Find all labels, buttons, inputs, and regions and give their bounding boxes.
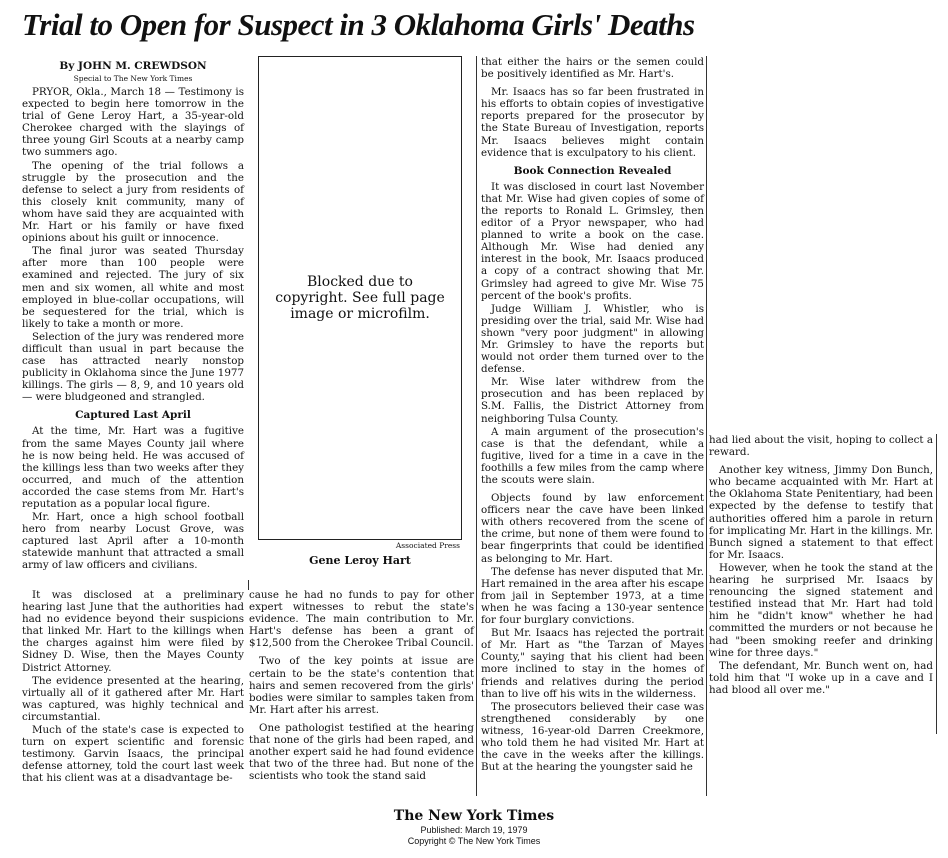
column-rule — [706, 56, 707, 796]
paragraph: The defense has never disputed that Mr. Hart remained in the area after his escape from jail in September 1973, at a time when he was facing a 130-year sentence for four burglary convictions. — [481, 565, 704, 627]
page-footer — [0, 808, 948, 847]
subhead-captured: Captured Last April — [75, 409, 191, 422]
paragraph: However, when he took the stand at the hearing he surprised Mr. Isaacs by renouncing the signed statement and testified instead that Mr. Hart had told him he "didn't know" whether he had committed the murders or not because he had "been smoking reefer and drinking wine for three days." — [709, 561, 933, 659]
subhead-book: Book Connection Revealed — [513, 164, 672, 177]
paragraph: The defendant, Mr. Bunch went on, had told him that "I woke up in a cave and I had blood all over me." — [709, 659, 933, 696]
paragraph: Mr. Wise later withdrew from the prosecution and has been replaced by S.M. Fallis, the District Attorney from neighboring Tulsa County. — [481, 376, 704, 425]
paragraph: The evidence presented at the hearing, virtually all of it gathered after Mr. Hart was captured, was highly technical and circumstantial. — [22, 674, 244, 723]
special-credit: Special to The New York Times — [73, 74, 193, 83]
photo-credit: Associated Press — [395, 541, 460, 550]
paragraph: that either the hairs or the semen could be positively identified as Mr. Hart's. — [481, 56, 704, 81]
published-date: Published: March 19, 1979 — [420, 825, 528, 835]
article-column-4 — [709, 434, 933, 697]
paragraph: The final juror was seated Thursday after more than 100 people were examined and rejected. The jury of six men and six women, all white and most employed in blue-collar occupations, will be sequestered for the trial, which is likely to take a month or more. — [22, 245, 244, 330]
byline: By JOHN M. CREWDSON — [59, 60, 207, 72]
paragraph: The opening of the trial follows a struggle by the prosecution and the defense to select a jury from residents of this closely knit community, many of whom have said they are acquainted with Mr. Hart or his family or have fixed opinions about his guilt or innocence. — [22, 159, 244, 245]
photo-placeholder — [258, 56, 462, 540]
paragraph: Judge William J. Whistler, who is presiding over the trial, said Mr. Wise had shown "very poor judgment" in allowing Mr. Grimsley to have the reports but would not order them turned over to the defense. — [481, 302, 704, 376]
paragraph: One pathologist testified at the hearing that none of the girls had been raped, and another expert said he had found evidence that two of the three had. But none of the scientists who took the stand said — [249, 721, 474, 783]
paragraph: Two of the key points at issue are certain to be the state's contention that hairs and semen recovered from the girls' bodies were similar to samples taken from Mr. Hart after his arrest. — [249, 655, 474, 716]
column-rule — [936, 434, 937, 734]
blocked-notice: Blocked due to copyright. See full page image or microfilm. — [275, 274, 445, 322]
paragraph: Mr. Hart, once a high school football hero from nearby Locust Grove, was captured last April after a 10-month statewide manhunt that attracted a small army of law officers and civilians. — [22, 511, 244, 572]
paragraph: Objects found by law enforcement officers near the cave have been linked with others recovered from the scene of the crime, but none of them were found to bear fingerprints that could be identified as belonging to Mr. Hart. — [481, 492, 704, 565]
headline: Trial to Open for Suspect in 3 Oklahoma Girls' Deaths — [22, 7, 695, 42]
paragraph: The prosecutors believed their case was strengthened considerably by one witness, 16-year-old Darren Creekmore, who told them he had visited Mr. Hart at the cave in the weeks after the killings. But at the hearing the youngster said he — [481, 700, 704, 774]
paragraph: At the time, Mr. Hart was a fugitive from the same Mayes County jail where he is now being held. He was accused of the killings less than two weeks after they occurred, and much of the attention accorded the case stems from Mr. Hart's reputation as a popular local figure. — [22, 425, 244, 510]
article-column-1 — [22, 60, 244, 573]
paragraph: Selection of the jury was rendered more difficult than usual in part because the case has attracted nearly nonstop publicity in Oklahoma since the June 1977 killings. The girls — 8, 9, and 10 years old — were bludgeoned and strangled. — [22, 330, 244, 404]
paragraph: It was disclosed at a preliminary hearing last June that the authorities had had no evidence beyond their suspicions that linked Mr. Hart to the killings when the charges against him were filed by Sidney D. Wise, then the Mayes County District Attorney. — [22, 589, 244, 674]
photo-caption: Gene Leroy Hart — [309, 554, 411, 567]
paragraph: PRYOR, Okla., March 18 — Testimony is expected to begin here tomorrow in the trial of Gene Leroy Hart, a 35-year-old Cherokee charged with the slayings of three young Girl Scouts at a nearby camp two summers ago. — [22, 86, 244, 159]
paragraph: A main argument of the prosecution's case is that the defendant, while a fugitive, lived for a time in a cave in the foothills a few miles from the camp where the scouts were slain. — [481, 425, 704, 486]
column-rule — [476, 56, 477, 796]
copyright-notice: Copyright © The New York Times — [407, 836, 541, 846]
article-column-2-bottom — [249, 589, 474, 783]
paragraph: It was disclosed in court last November that Mr. Wise had given copies of some of the reports to Ronald L. Grimsley, then editor of a Pryor newspaper, who had planned to write a book on the case. Although Mr. Wise had denied any interest in the book, Mr. Isaacs produced a copy of a contract showing that Mr. Grimsley had agreed to give Mr. Wise 75 percent of the book's profits. — [481, 180, 704, 302]
paragraph: cause he had no funds to pay for other expert witnesses to rebut the state's evidence. The main contribution to Mr. Hart's defense has been a grant of $12,500 from the Cherokee Tribal Council. — [249, 589, 474, 650]
paragraph: Much of the state's case is expected to turn on expert scientific and forensic testimony. Garvin Isaacs, the principal defense attorney, told the court last week that his client was at a disadvantage be- — [22, 724, 244, 785]
paragraph: had lied about the visit, hoping to collect a reward. — [709, 434, 933, 459]
paragraph: Another key witness, Jimmy Don Bunch, who became acquainted with Mr. Hart at the Oklahoma State Penitentiary, had been expected by the defense to testify that authorities offered him a parole in return for implicating Mr. Hart in the killings. Mr. Bunch signed a statement to that effect for Mr. Isaacs. — [709, 464, 934, 561]
nyt-logo: The New York Times — [393, 808, 555, 824]
paragraph: But Mr. Isaacs has rejected the portrait of Mr. Hart as "the Tarzan of Mayes County," saying that his client had been more inclined to stay in the homes of friends and relatives during the period than to live off his wits in the wilderness. — [481, 627, 704, 700]
article-column-3 — [481, 56, 704, 774]
paragraph: Mr. Isaacs has so far been frustrated in his efforts to obtain copies of investigative reports prepared for the prosecutor by the State Bureau of Investigation, reports Mr. Isaacs believes might contain evidence that is exculpatory to his client. — [481, 86, 704, 159]
article-column-1-bottom — [22, 589, 244, 786]
